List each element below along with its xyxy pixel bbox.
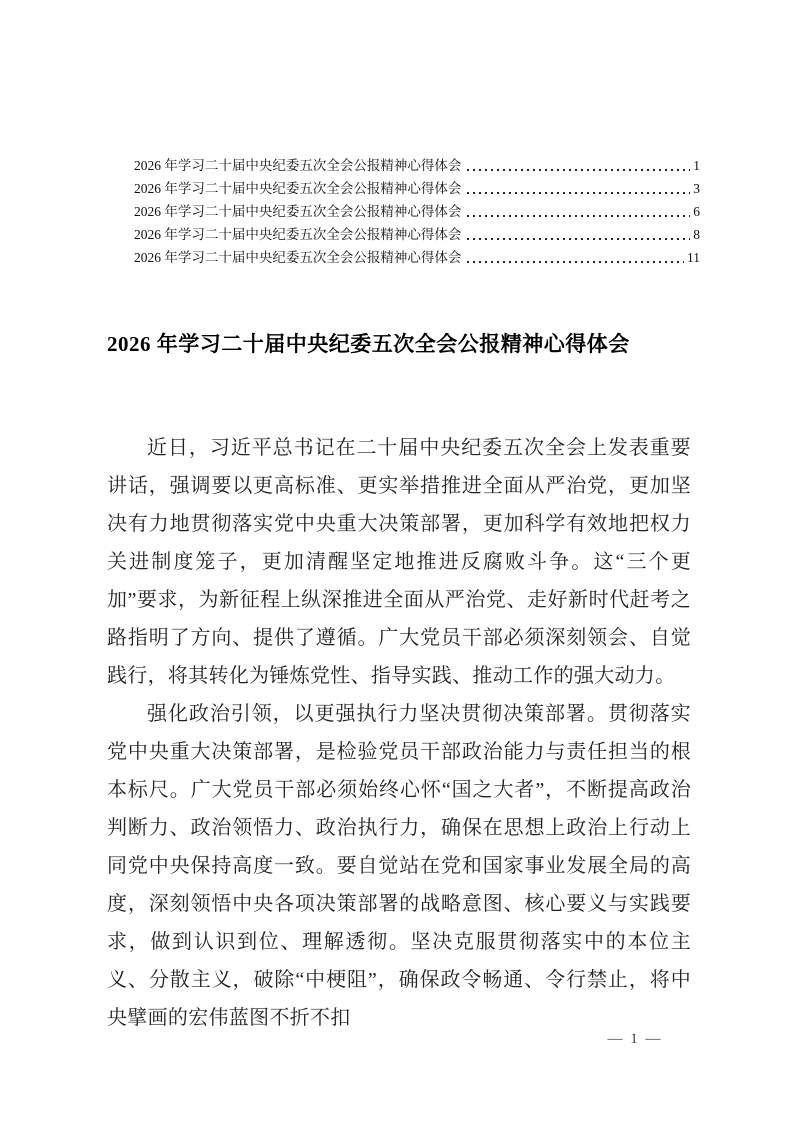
toc-entry[interactable] <box>134 176 700 199</box>
toc-entry-title: 2026 年学习二十届中央纪委五次全会公报精神心得体会 <box>134 181 462 196</box>
toc-entry[interactable] <box>134 245 700 268</box>
toc-dot-leader <box>465 224 690 245</box>
table-of-contents <box>134 153 700 268</box>
document-body <box>107 429 691 1037</box>
toc-entry-title: 2026 年学习二十届中央纪委五次全会公报精神心得体会 <box>134 250 462 265</box>
toc-entry-title: 2026 年学习二十届中央纪委五次全会公报精神心得体会 <box>134 227 462 242</box>
body-paragraph-1: 近日，习近平总书记在二十届中央纪委五次全会上发表重要讲话，强调要以更高标准、更实举措推进全面从严治党，更加坚决有力地贯彻落实党中央重大决策部署，更加科学有效地把权力关进制度笼子，更加清醒坚定地推进反腐败斗争。这“三个更加”要求，为新征程上纵深推进全面从严治党、走好新时代赶考之路指明了方向、提供了遵循。广大党员干部必须深刻领会、自觉践行，将其转化为锤炼党性、指导实践、推动工作的强大动力。 <box>107 437 691 687</box>
toc-dot-leader <box>465 201 690 222</box>
toc-page-number: 8 <box>693 227 700 242</box>
page-footer <box>570 1031 700 1048</box>
body-paragraph-2: 强化政治引领，以更强执行力坚决贯彻决策部署。贯彻落实党中央重大决策部署，是检验党员干部政治能力与责任担当的根本标尺。广大党员干部必须始终心怀“国之大者”，不断提高政治判断力、政治领悟力、政治执行力，确保在思想上政治上行动上同党中央保持高度一致。要自觉站在党和国家事业发展全局的高度，深刻领悟中央各项决策部署的战略意图、核心要义与实践要求，做到认识到位、理解透彻。坚决克服贯彻落实中的本位主义、分散主义，破除“中梗阻”，确保政令畅通、令行禁止，将中央擘画的宏伟蓝图不折不扣 <box>107 703 691 1029</box>
page-number: — 1 — <box>607 1031 663 1047</box>
toc-page-number: 11 <box>687 250 700 265</box>
document-title: 2026 年学习二十届中央纪委五次全会公报精神心得体会 <box>107 332 630 356</box>
toc-page-number: 1 <box>693 158 700 173</box>
toc-entry[interactable] <box>134 222 700 245</box>
toc-entry[interactable] <box>134 199 700 222</box>
toc-page-number: 3 <box>693 181 700 196</box>
toc-entry[interactable] <box>134 153 700 176</box>
toc-dot-leader <box>465 155 690 176</box>
toc-dot-leader <box>465 247 684 268</box>
toc-entry-title: 2026 年学习二十届中央纪委五次全会公报精神心得体会 <box>134 204 462 219</box>
toc-page-number: 6 <box>693 204 700 219</box>
toc-dot-leader <box>465 178 690 199</box>
toc-entry-title: 2026 年学习二十届中央纪委五次全会公报精神心得体会 <box>134 158 462 173</box>
